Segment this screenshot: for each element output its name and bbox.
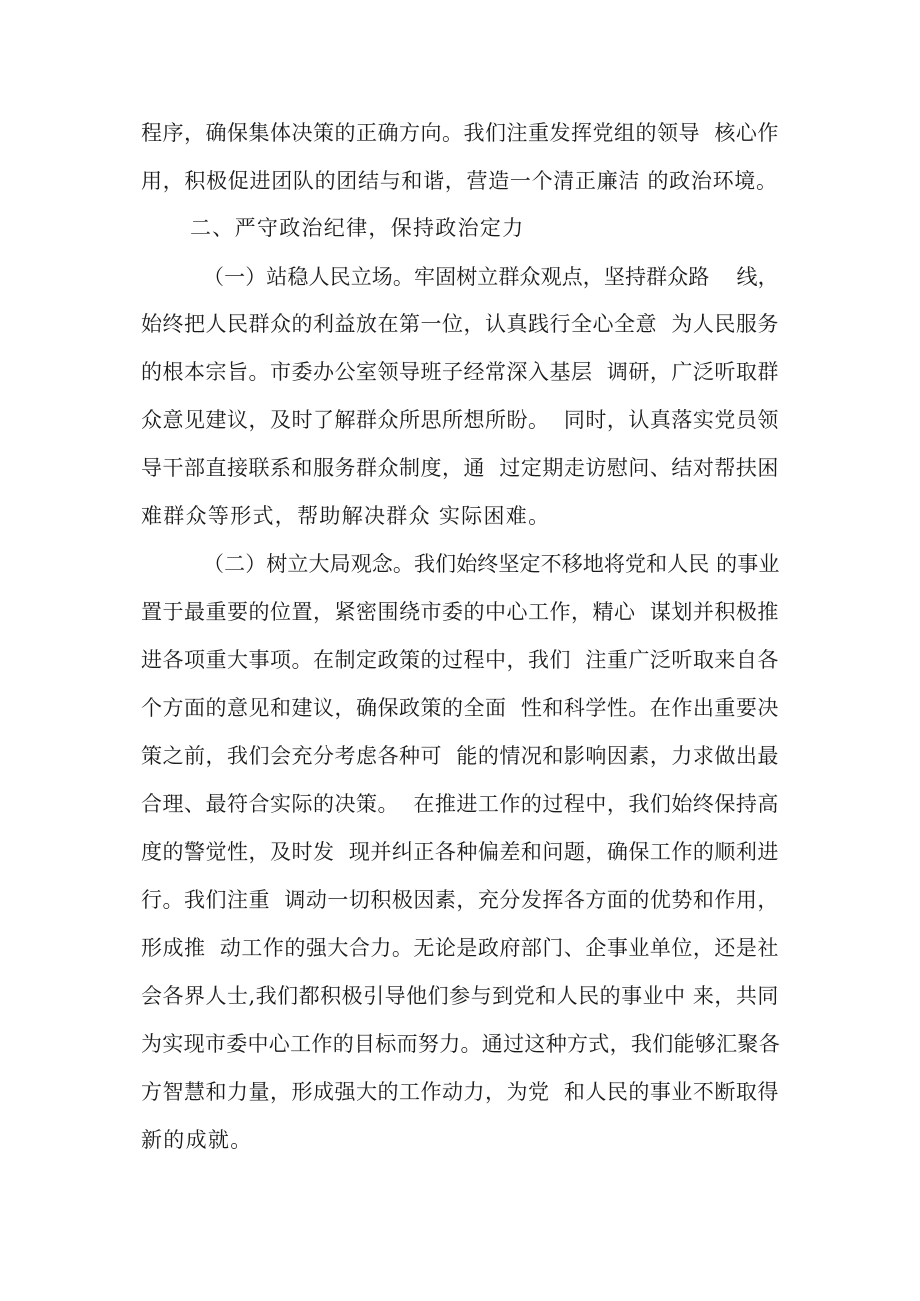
text-line-11: 置于最重要的位置，紧密围绕市委的中心工作，精心 谋划并积极推 <box>141 600 779 624</box>
text-line-22: 新的成就。 <box>141 1128 253 1152</box>
text-line-4: （一）站稳人民立场。牢固树立群众观点，坚持群众路 线， <box>203 265 779 289</box>
text-line-12: 进各项重大事项。在制定政策的过程中，我们 注重广泛听取来自各 <box>141 648 779 672</box>
text-line-19: 会各界人士,我们都积极引导他们参与到党和人民的事业中 来，共同 <box>141 984 779 1008</box>
text-line-14: 策之前，我们会充分考虑各种可 能的情况和影响因素，力求做出最 <box>141 744 779 768</box>
text-line-5: 始终把人民群众的利益放在第一位，认真践行全心全意 为人民服务 <box>141 312 779 336</box>
text-line-8: 导干部直接联系和服务群众制度，通 过定期走访慰问、结对帮扶困 <box>141 456 779 480</box>
text-line-21: 方智慧和力量，形成强大的工作动力，为党 和人民的事业不断取得 <box>141 1080 779 1104</box>
text-line-20: 为实现市委中心工作的目标而努力。通过这种方式，我们能够汇聚各 <box>141 1032 780 1056</box>
text-line-6: 的根本宗旨。市委办公室领导班子经常深入基层 调研，广泛听取群 <box>141 360 779 384</box>
section-heading: 二、严守政治纪律，保持政治定力 <box>190 216 525 240</box>
text-line-16: 度的警觉性，及时发 现并纠正各种偏差和问题，确保工作的顺利进 <box>141 840 779 864</box>
text-line-1: 程序，确保集体决策的正确方向。我们注重发挥党组的领导 核心作 <box>141 121 779 145</box>
text-line-2: 用，积极促进团队的团结与和谐，营造一个清正廉洁 的政治环境。 <box>141 169 778 193</box>
text-line-15: 合理、最符合实际的决策。 在推进工作的过程中，我们始终保持高 <box>141 792 779 816</box>
text-line-13: 个方面的意见和建议，确保政策的全面 性和科学性。在作出重要决 <box>141 696 779 720</box>
text-line-9: 难群众等形式，帮助解决群众 实际困难。 <box>141 504 551 528</box>
text-line-10: （二）树立大局观念。我们始终坚定不移地将党和人民 的事业 <box>203 552 780 576</box>
text-line-18: 形成推 动工作的强大合力。无论是政府部门、企事业单位，还是社 <box>141 936 779 960</box>
text-line-17: 行。我们注重 调动一切积极因素，充分发挥各方面的优势和作用， <box>141 888 779 912</box>
text-line-7: 众意见建议，及时了解群众所思所想所盼。 同时，认真落实党员领 <box>141 408 779 432</box>
